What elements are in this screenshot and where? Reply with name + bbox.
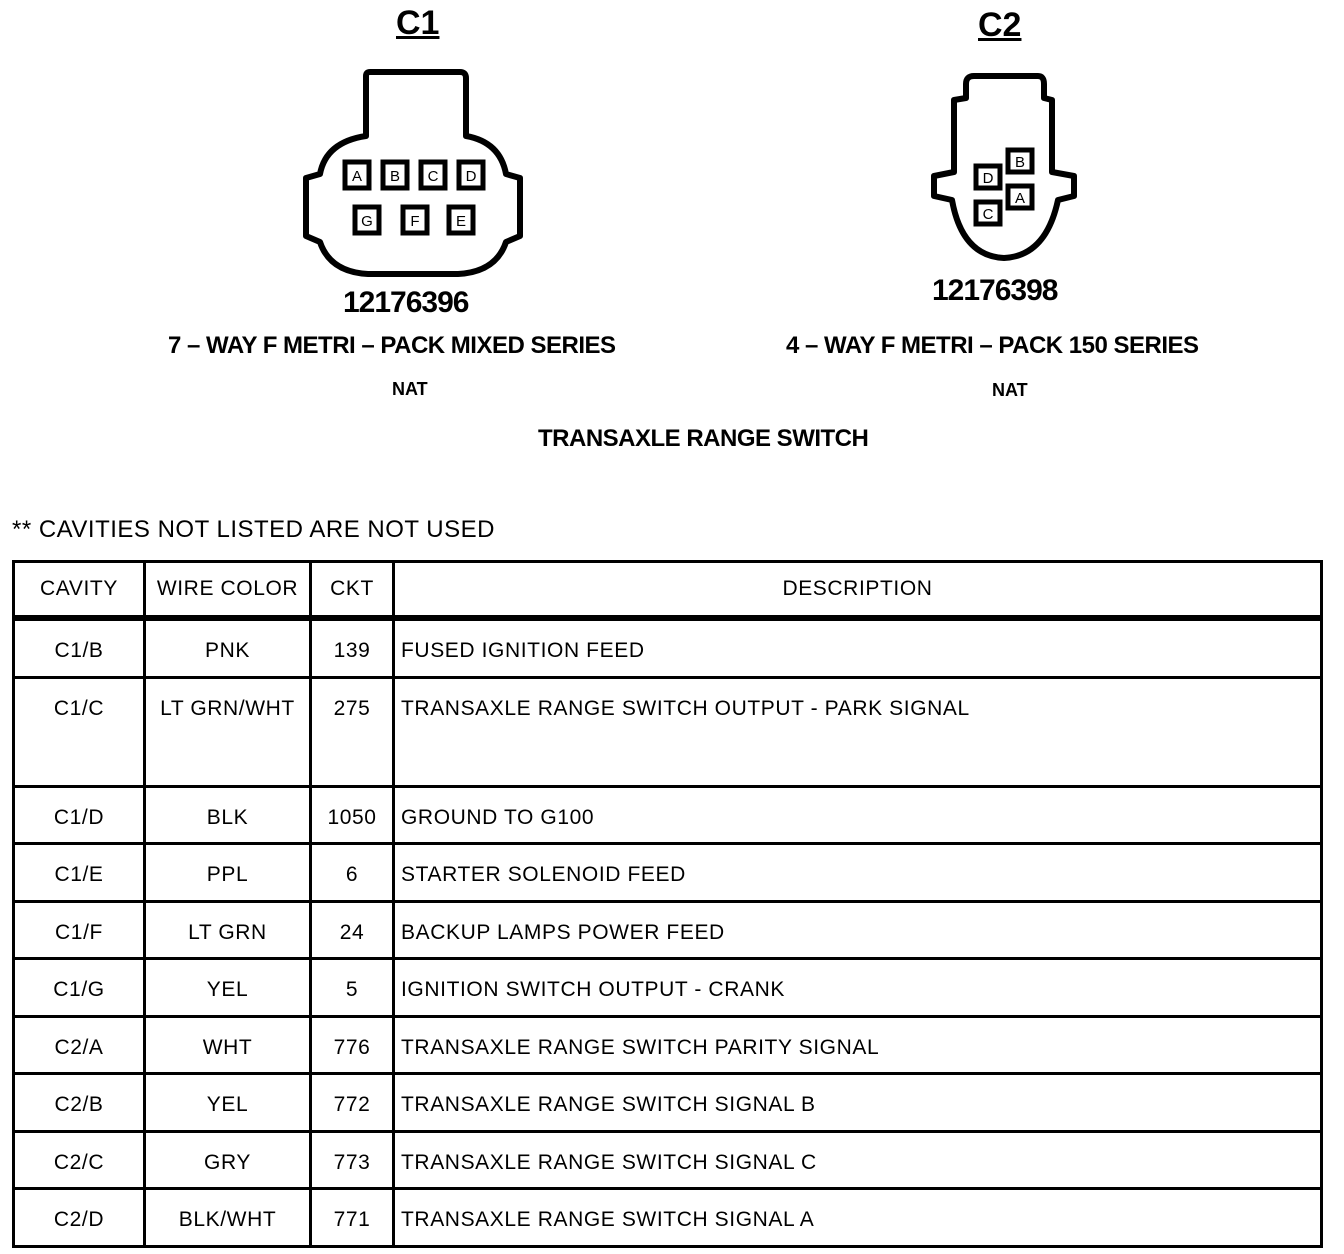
cell-wire-color: LT GRN <box>145 901 311 959</box>
cell-ckt: 139 <box>311 618 394 677</box>
c1-color: NAT <box>392 379 428 399</box>
table-row <box>14 844 1322 902</box>
c1-part-number: 12176396 <box>343 286 469 319</box>
c1-cavity-label: D <box>465 168 477 185</box>
cell-cavity: C1/B <box>14 618 145 677</box>
c2-part-number: 12176398 <box>932 274 1058 307</box>
cell-cavity: C2/C <box>14 1131 145 1189</box>
table-row <box>14 1189 1322 1247</box>
cell-ckt: 1050 <box>311 786 394 844</box>
c1-cavity-label: C <box>427 168 439 185</box>
cell-wire-color: YEL <box>145 1074 311 1132</box>
cell-cavity: C2/B <box>14 1074 145 1132</box>
pinout-table <box>12 560 1323 1248</box>
cell-wire-color: BLK/WHT <box>145 1189 311 1247</box>
c1-cavity-b <box>383 162 407 188</box>
cell-cavity: C1/D <box>14 786 145 844</box>
cell-description: GROUND TO G100 <box>394 786 1322 844</box>
c2-cavity-label: B <box>1014 154 1026 171</box>
table-row <box>14 1131 1322 1189</box>
c2-cavity-c <box>976 202 1000 224</box>
cell-wire-color: YEL <box>145 959 311 1017</box>
c1-title: C1 <box>396 4 440 42</box>
c1-cavity-e <box>449 207 473 233</box>
cell-ckt: 772 <box>311 1074 394 1132</box>
cell-cavity: C1/C <box>14 677 145 786</box>
c1-series: 7 – WAY F METRI – PACK MIXED SERIES <box>168 332 616 359</box>
cell-description: FUSED IGNITION FEED <box>394 618 1322 677</box>
c2-cavity-b <box>1008 150 1032 172</box>
cell-wire-color: WHT <box>145 1016 311 1074</box>
c1-cavity-label: F <box>410 213 420 230</box>
c1-cavity-g <box>355 207 379 233</box>
c1-cavity-label: E <box>455 213 467 230</box>
component-title: TRANSAXLE RANGE SWITCH <box>538 425 869 452</box>
cell-cavity: C1/F <box>14 901 145 959</box>
c1-cavity-label: B <box>389 168 401 185</box>
cell-ckt: 275 <box>311 677 394 786</box>
cell-wire-color: GRY <box>145 1131 311 1189</box>
c1-cavity-f <box>403 207 427 233</box>
cell-description: TRANSAXLE RANGE SWITCH SIGNAL B <box>394 1074 1322 1132</box>
header-description: DESCRIPTION <box>394 562 1322 619</box>
header-ckt: CKT <box>311 562 394 619</box>
c1-cavity-c <box>421 162 445 188</box>
table-row <box>14 959 1322 1017</box>
table-row <box>14 901 1322 959</box>
cell-description: TRANSAXLE RANGE SWITCH SIGNAL C <box>394 1131 1322 1189</box>
cell-ckt: 6 <box>311 844 394 902</box>
unused-cavities-note: ** CAVITIES NOT LISTED ARE NOT USED <box>12 516 495 543</box>
cell-wire-color: PNK <box>145 618 311 677</box>
c2-cavity-d <box>976 166 1000 188</box>
c2-cavity-label: A <box>1014 190 1026 207</box>
table-row <box>14 618 1322 677</box>
cell-description: TRANSAXLE RANGE SWITCH SIGNAL A <box>394 1189 1322 1247</box>
cell-description: TRANSAXLE RANGE SWITCH PARITY SIGNAL <box>394 1016 1322 1074</box>
c2-cavity-label: D <box>982 170 994 187</box>
c2-color: NAT <box>992 380 1028 400</box>
c2-cavity-a <box>1008 186 1032 208</box>
c1-cavity-d <box>459 162 483 188</box>
cell-ckt: 776 <box>311 1016 394 1074</box>
c1-cavity-label: A <box>351 168 363 185</box>
table-header-row <box>14 562 1322 619</box>
cell-description: IGNITION SWITCH OUTPUT - CRANK <box>394 959 1322 1017</box>
table-row <box>14 677 1322 786</box>
cell-wire-color: BLK <box>145 786 311 844</box>
table-row <box>14 1074 1322 1132</box>
table-row <box>14 1016 1322 1074</box>
cell-description: BACKUP LAMPS POWER FEED <box>394 901 1322 959</box>
cell-ckt: 771 <box>311 1189 394 1247</box>
c2-cavity-label: C <box>982 206 994 223</box>
c1-connector-face <box>300 66 526 280</box>
cell-ckt: 24 <box>311 901 394 959</box>
cell-wire-color: LT GRN/WHT <box>145 677 311 786</box>
cell-cavity: C1/G <box>14 959 145 1017</box>
cell-wire-color: PPL <box>145 844 311 902</box>
c1-cavity-a <box>345 162 369 188</box>
cell-description: STARTER SOLENOID FEED <box>394 844 1322 902</box>
cell-cavity: C1/E <box>14 844 145 902</box>
c2-title: C2 <box>978 6 1022 44</box>
cell-description: TRANSAXLE RANGE SWITCH OUTPUT - PARK SIGNAL <box>394 677 1322 786</box>
cell-cavity: C2/D <box>14 1189 145 1247</box>
table-row <box>14 786 1322 844</box>
c2-series: 4 – WAY F METRI – PACK 150 SERIES <box>786 332 1199 359</box>
cell-cavity: C2/A <box>14 1016 145 1074</box>
c1-cavity-label: G <box>361 213 373 230</box>
header-cavity: CAVITY <box>14 562 145 619</box>
c2-connector-face <box>930 72 1080 264</box>
cell-ckt: 773 <box>311 1131 394 1189</box>
cell-ckt: 5 <box>311 959 394 1017</box>
header-wire-color: WIRE COLOR <box>145 562 311 619</box>
